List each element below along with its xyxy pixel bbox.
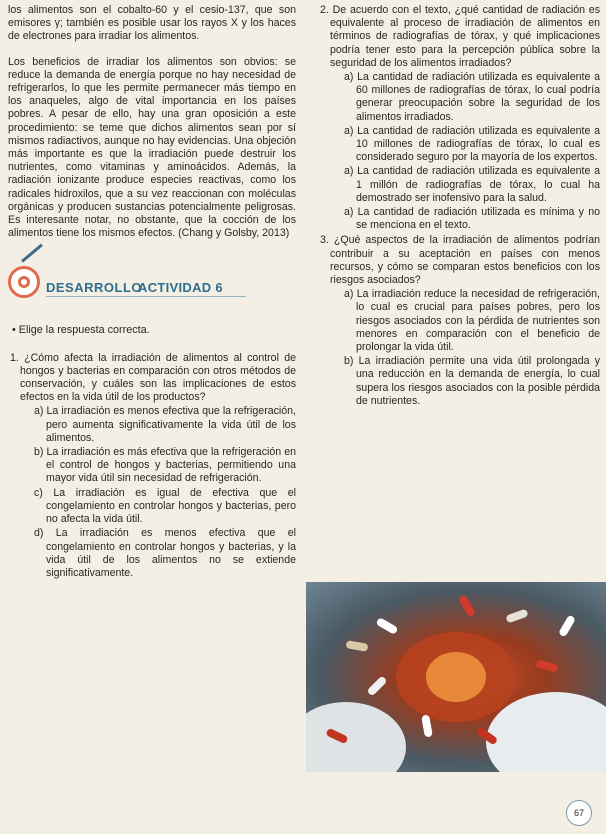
answer-option[interactable]: b) La irradiación permite una vida útil prolongada y una reducción en la demanda de energía, lo cual supera los riesgos asociados con la posible pérdida de nutrientes. (344, 355, 600, 407)
arrow-icon (21, 244, 43, 263)
answer-option[interactable]: c) La irradiación es igual de efectiva que el congelamiento en controlar hongos y bacterias, pero no afecta la vida útil. (34, 486, 296, 526)
question-text: ¿Cómo afecta la irradiación de alimentos al control de hongos y bacterias en comparación con otros métodos de conservación, y cuáles son las implicaciones de estos efectos en la vida útil de los productos? (20, 351, 296, 404)
left-column (8, 4, 296, 580)
question-1 (8, 352, 296, 580)
answer-option[interactable]: a) La cantidad de radiación utilizada es equivalente a 60 millones de radiografías de tórax, lo cual podría generar preocupación sobre la seguridad de los alimentos irradiados. (344, 71, 600, 123)
target-icon (8, 266, 40, 298)
intro-paragraph-1: los alimentos son el cobalto-60 y el cesio-137, que son emisores γ; también es posible usar los rayos X y los haces de electrones para irradiar los alimentos. (8, 4, 296, 43)
question-text: De acuerdo con el texto, ¿qué cantidad de radiación es equivalente al proceso de irradiación de alimentos en términos de radiografías de tórax, y qué implicaciones podría tener esto para la percepción pública sobre la seguridad de los alimentos irradiados? (330, 4, 600, 69)
question-3 (318, 234, 600, 408)
question-number: 1. (10, 351, 19, 364)
instruction-text: Elige la respuesta correcta. (18, 324, 150, 337)
question-2 (318, 4, 600, 232)
answer-option[interactable]: a) La cantidad de radiación utilizada es mínima y no se menciona en el texto. (344, 206, 600, 232)
question-number: 3. (320, 234, 329, 247)
answer-option[interactable]: a) La cantidad de radiación utilizada es equivalente a 1 millón de radiografías de tórax, lo cual ha demostrado ser inofensivo para la salud. (344, 165, 600, 204)
right-column (318, 4, 600, 408)
answer-option[interactable]: a) La irradiación reduce la necesidad de refrigeración, lo cual es crucial para países pobres, pero los riesgos asociados con la pérdida de nutrientes son menores en comparación con el beneficio de prolongar la vida útil. (344, 288, 600, 354)
question-number: 2. (320, 4, 329, 16)
activity-label: ACTIVIDAD 6 (138, 280, 223, 296)
question-text: ¿Qué aspectos de la irradiación de alimentos podrían contribuir a su aceptación en países con menos recursos, y cómo se comparan estos beneficios con los riesgos asociados? (330, 234, 600, 287)
answer-option[interactable]: b) La irradiación es más efectiva que la refrigeración en el control de hongos y bacterias, permitiendo una mayor vida útil sin necesidad de refrigeración. (34, 446, 296, 485)
page-number: 67 (566, 800, 592, 826)
banner-underline (46, 296, 246, 297)
instruction: • Elige la respuesta correcta. (12, 324, 150, 337)
answer-option[interactable]: a) La irradiación es menos efectiva que la refrigeración, pero aumenta significativamente la vida útil de los alimentos. (34, 405, 296, 444)
activity-banner (8, 266, 296, 302)
intro-paragraph-2: Los beneficios de irradiar los alimentos son obvios: se reduce la demanda de energía porque no hay necesidad de refrigerarlos, lo que les permite permanecer más tiempo en los anaqueles, algo de vital importancia en los países pobres. A pesar de ello, hay una gran oposición a este procedimiento: se teme que dichos alimentos sean por sí mismos radiactivos, aunque no hay evidencias. Una objeción más importante es que la irradiación puede destruir los nutrientes, como vitaminas y aminoácidos. Además, la radiación ionizante produce especies reactivas, como los radicales hidroxilos, que a su vez reaccionan con moléculas orgánicas y producen sustancias potencialmente peligrosas. Es interesante notar, no obstante, que la cocción de los alimentos tiene los mismos efectos. (Chang y Golsby, 2013) (8, 55, 296, 240)
section-label: DESARROLLO (46, 280, 142, 296)
irradiated-food-photo (306, 582, 606, 772)
answer-option[interactable]: a) La cantidad de radiación utilizada es equivalente a 10 millones de radiografías de tórax, lo cual es considerado seguro por la mayoría de los expertos. (344, 124, 600, 164)
answer-option[interactable]: d) La irradiación es menos efectiva que el congelamiento en controlar hongos y bacterias, y la vida útil de los alimentos no se extiende significativamente. (34, 527, 296, 579)
